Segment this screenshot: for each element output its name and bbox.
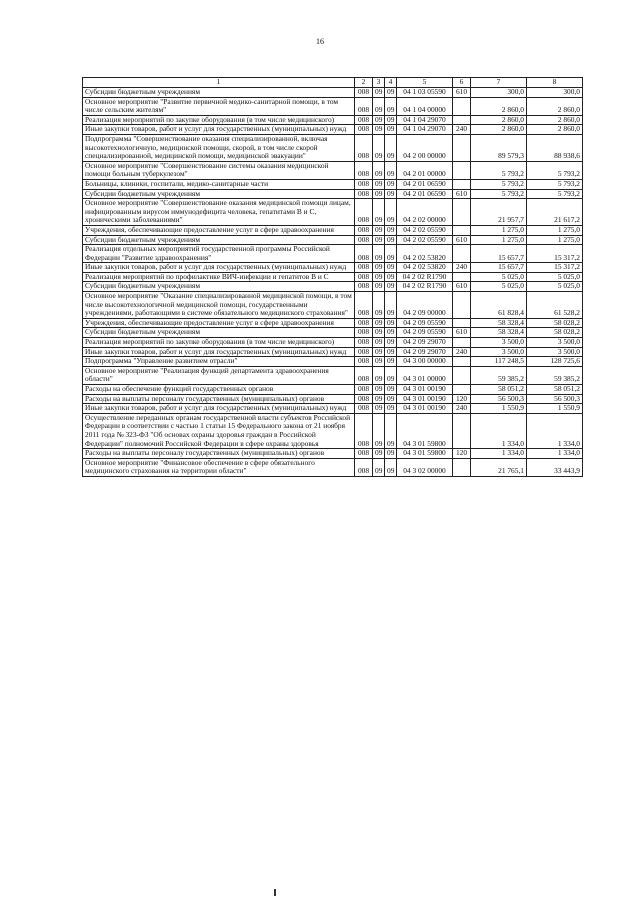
expense-type-code: 240 bbox=[453, 347, 471, 357]
expense-type-code bbox=[453, 245, 471, 263]
ministry-code: 008 bbox=[355, 394, 373, 404]
target-article-code: 04 2 09 05590 bbox=[397, 318, 453, 328]
subsection-code: 09 bbox=[385, 458, 397, 476]
ministry-code: 008 bbox=[355, 272, 373, 282]
section-code: 09 bbox=[373, 338, 385, 348]
row-name: Иные закупки товаров, работ и услуг для государственных (муниципальных) нужд bbox=[83, 263, 355, 273]
section-code: 09 bbox=[373, 179, 385, 189]
expense-type-code bbox=[453, 97, 471, 115]
target-article-code: 04 2 02 53820 bbox=[397, 263, 453, 273]
target-article-code: 04 2 09 05590 bbox=[397, 328, 453, 338]
target-article-code: 04 1 03 05590 bbox=[397, 88, 453, 98]
ministry-code: 008 bbox=[355, 161, 373, 179]
amount-year-2: 58 028,2 bbox=[527, 318, 583, 328]
table-row bbox=[83, 97, 583, 115]
expense-type-code bbox=[453, 225, 471, 235]
subsection-code: 09 bbox=[385, 125, 397, 135]
amount-year-2: 1 275,0 bbox=[527, 225, 583, 235]
subsection-code: 09 bbox=[385, 161, 397, 179]
ministry-code: 008 bbox=[355, 125, 373, 135]
amount-year-2: 300,0 bbox=[527, 88, 583, 98]
row-name: Основное мероприятие "Реализация функций департамента здравоохранения области" bbox=[83, 366, 355, 384]
amount-year-1: 2 860,0 bbox=[471, 115, 527, 125]
target-article-code: 04 3 00 00000 bbox=[397, 357, 453, 367]
row-name: Субсидии бюджетным учреждениям bbox=[83, 282, 355, 292]
ministry-code: 008 bbox=[355, 385, 373, 395]
section-code: 09 bbox=[373, 394, 385, 404]
subsection-code: 09 bbox=[385, 282, 397, 292]
section-code: 09 bbox=[373, 449, 385, 459]
amount-year-1: 5 025,0 bbox=[471, 272, 527, 282]
amount-year-2: 128 725,6 bbox=[527, 357, 583, 367]
table-row bbox=[83, 394, 583, 404]
row-name: Подпрограмма "Совершенствование оказания специализированной, включая высокотехнологичную, медицинской помощи, скорой, в том числе скорой специализированной, медицинской помощи, медицинской эвакуации" bbox=[83, 134, 355, 161]
amount-year-2: 88 938,6 bbox=[527, 134, 583, 161]
target-article-code: 04 2 02 R1790 bbox=[397, 272, 453, 282]
ministry-code: 008 bbox=[355, 179, 373, 189]
subsection-code: 09 bbox=[385, 235, 397, 245]
expense-type-code bbox=[453, 357, 471, 367]
subsection-code: 09 bbox=[385, 366, 397, 384]
section-code: 09 bbox=[373, 413, 385, 448]
subsection-code: 09 bbox=[385, 347, 397, 357]
amount-year-1: 2 860,0 bbox=[471, 125, 527, 135]
section-code: 09 bbox=[373, 404, 385, 414]
row-name: Реализация мероприятий по закупке оборудования (в том числе медицинского) bbox=[83, 338, 355, 348]
ministry-code: 008 bbox=[355, 357, 373, 367]
target-article-code: 04 2 02 05590 bbox=[397, 235, 453, 245]
subsection-code: 09 bbox=[385, 318, 397, 328]
amount-year-1: 300,0 bbox=[471, 88, 527, 98]
amount-year-2: 1 334,0 bbox=[527, 449, 583, 459]
amount-year-2: 15 317,2 bbox=[527, 245, 583, 263]
amount-year-2: 3 500,0 bbox=[527, 338, 583, 348]
section-code: 09 bbox=[373, 458, 385, 476]
subsection-code: 09 bbox=[385, 199, 397, 226]
amount-year-1: 5 025,0 bbox=[471, 282, 527, 292]
expense-type-code bbox=[453, 366, 471, 384]
subsection-code: 09 bbox=[385, 263, 397, 273]
table-row bbox=[83, 413, 583, 448]
amount-year-1: 15 657,7 bbox=[471, 263, 527, 273]
subsection-code: 09 bbox=[385, 225, 397, 235]
section-code: 09 bbox=[373, 385, 385, 395]
target-article-code: 04 2 01 06590 bbox=[397, 189, 453, 199]
target-article-code: 04 2 02 00000 bbox=[397, 199, 453, 226]
expense-type-code: 240 bbox=[453, 125, 471, 135]
target-article-code: 04 2 00 00000 bbox=[397, 134, 453, 161]
header-cell: 1 bbox=[83, 78, 355, 88]
target-article-code: 04 3 01 00190 bbox=[397, 394, 453, 404]
section-code: 09 bbox=[373, 235, 385, 245]
table-row bbox=[83, 235, 583, 245]
ministry-code: 008 bbox=[355, 318, 373, 328]
table-row bbox=[83, 179, 583, 189]
header-cell: 5 bbox=[397, 78, 453, 88]
table-row bbox=[83, 357, 583, 367]
amount-year-1: 59 385,2 bbox=[471, 366, 527, 384]
amount-year-1: 1 275,0 bbox=[471, 225, 527, 235]
row-name: Реализация отдельных мероприятий государственной программы Российской Федерации "Развитие здравоохранения" bbox=[83, 245, 355, 263]
amount-year-2: 2 860,0 bbox=[527, 97, 583, 115]
amount-year-2: 5 025,0 bbox=[527, 282, 583, 292]
row-name: Иные закупки товаров, работ и услуг для государственных (муниципальных) нужд bbox=[83, 347, 355, 357]
row-name: Учреждения, обеспечивающие предоставление услуг в сфере здравоохранения bbox=[83, 318, 355, 328]
amount-year-2: 15 317,2 bbox=[527, 263, 583, 273]
target-article-code: 04 3 01 00190 bbox=[397, 385, 453, 395]
target-article-code: 04 1 04 29070 bbox=[397, 115, 453, 125]
table-row bbox=[83, 225, 583, 235]
subsection-code: 09 bbox=[385, 328, 397, 338]
table-row bbox=[83, 458, 583, 476]
expense-type-code: 610 bbox=[453, 235, 471, 245]
row-name: Основное мероприятие "Развитие первичной медико-санитарной помощи, в том числе сельским жителям" bbox=[83, 97, 355, 115]
expense-type-code: 120 bbox=[453, 394, 471, 404]
table-row bbox=[83, 449, 583, 459]
expense-type-code bbox=[453, 413, 471, 448]
header-cell: 7 bbox=[471, 78, 527, 88]
expense-type-code bbox=[453, 292, 471, 319]
amount-year-1: 1 334,0 bbox=[471, 449, 527, 459]
subsection-code: 09 bbox=[385, 88, 397, 98]
row-name: Иные закупки товаров, работ и услуг для государственных (муниципальных) нужд bbox=[83, 404, 355, 414]
section-code: 09 bbox=[373, 134, 385, 161]
amount-year-1: 89 579,3 bbox=[471, 134, 527, 161]
expense-type-code: 240 bbox=[453, 404, 471, 414]
row-name: Субсидии бюджетным учреждениям bbox=[83, 235, 355, 245]
expense-type-code bbox=[453, 458, 471, 476]
section-code: 09 bbox=[373, 272, 385, 282]
header-cell: 2 bbox=[355, 78, 373, 88]
table-row bbox=[83, 404, 583, 414]
ministry-code: 008 bbox=[355, 328, 373, 338]
section-code: 09 bbox=[373, 88, 385, 98]
amount-year-2: 5 793,2 bbox=[527, 189, 583, 199]
ministry-code: 008 bbox=[355, 413, 373, 448]
header-cell: 8 bbox=[527, 78, 583, 88]
amount-year-1: 5 793,2 bbox=[471, 179, 527, 189]
ministry-code: 008 bbox=[355, 263, 373, 273]
table-row bbox=[83, 328, 583, 338]
budget-table bbox=[82, 77, 583, 477]
subsection-code: 09 bbox=[385, 385, 397, 395]
section-code: 09 bbox=[373, 357, 385, 367]
amount-year-1: 58 328,4 bbox=[471, 328, 527, 338]
target-article-code: 04 2 02 05590 bbox=[397, 225, 453, 235]
amount-year-1: 1 550,9 bbox=[471, 404, 527, 414]
subsection-code: 09 bbox=[385, 357, 397, 367]
ministry-code: 008 bbox=[355, 88, 373, 98]
ministry-code: 008 bbox=[355, 404, 373, 414]
amount-year-1: 58 051,2 bbox=[471, 385, 527, 395]
target-article-code: 04 2 01 06590 bbox=[397, 179, 453, 189]
row-name: Учреждения, обеспечивающие предоставление услуг в сфере здравоохранения bbox=[83, 225, 355, 235]
amount-year-2: 58 051,2 bbox=[527, 385, 583, 395]
subsection-code: 09 bbox=[385, 189, 397, 199]
row-name: Больницы, клиники, госпитали, медико-санитарные части bbox=[83, 179, 355, 189]
section-code: 09 bbox=[373, 189, 385, 199]
table-row bbox=[83, 282, 583, 292]
ministry-code: 008 bbox=[355, 347, 373, 357]
expense-type-code bbox=[453, 272, 471, 282]
row-name: Реализация мероприятий по закупке оборудования (в том числе медицинского) bbox=[83, 115, 355, 125]
expense-type-code: 120 bbox=[453, 449, 471, 459]
expense-type-code bbox=[453, 199, 471, 226]
row-name: Основное мероприятие "Оказание специализированной медицинской помощи, в том числе высокотехнологичной медицинской помощи, государственными учреждениями, работающими в системе обязательного медицинского страхования" bbox=[83, 292, 355, 319]
target-article-code: 04 1 04 00000 bbox=[397, 97, 453, 115]
row-name: Основное мероприятие "Финансовое обеспечение в сфере обязательного медицинского страхования на территории области" bbox=[83, 458, 355, 476]
section-code: 09 bbox=[373, 263, 385, 273]
table-row bbox=[83, 385, 583, 395]
row-name: Подпрограмма "Управление развитием отрасли" bbox=[83, 357, 355, 367]
amount-year-2: 56 500,3 bbox=[527, 394, 583, 404]
subsection-code: 09 bbox=[385, 413, 397, 448]
amount-year-1: 21 765,1 bbox=[471, 458, 527, 476]
ministry-code: 008 bbox=[355, 199, 373, 226]
section-code: 09 bbox=[373, 199, 385, 226]
expense-type-code: 610 bbox=[453, 282, 471, 292]
expense-type-code bbox=[453, 318, 471, 328]
table-body bbox=[83, 78, 583, 477]
table-row bbox=[83, 263, 583, 273]
amount-year-1: 5 793,2 bbox=[471, 161, 527, 179]
section-code: 09 bbox=[373, 245, 385, 263]
row-name: Субсидии бюджетным учреждениям bbox=[83, 88, 355, 98]
section-code: 09 bbox=[373, 366, 385, 384]
section-code: 09 bbox=[373, 125, 385, 135]
section-code: 09 bbox=[373, 328, 385, 338]
expense-type-code: 240 bbox=[453, 263, 471, 273]
amount-year-1: 117 248,5 bbox=[471, 357, 527, 367]
target-article-code: 04 2 02 53820 bbox=[397, 245, 453, 263]
row-name: Основное мероприятие "Совершенствование системы оказания медицинской помощи больным туберкулезом" bbox=[83, 161, 355, 179]
target-article-code: 04 2 09 29070 bbox=[397, 338, 453, 348]
ministry-code: 008 bbox=[355, 115, 373, 125]
table-row bbox=[83, 292, 583, 319]
amount-year-1: 15 657,7 bbox=[471, 245, 527, 263]
amount-year-2: 3 500,0 bbox=[527, 347, 583, 357]
table-row bbox=[83, 125, 583, 135]
subsection-code: 09 bbox=[385, 245, 397, 263]
table-row bbox=[83, 245, 583, 263]
expense-type-code bbox=[453, 338, 471, 348]
table-row bbox=[83, 134, 583, 161]
table-row bbox=[83, 366, 583, 384]
expense-type-code: 610 bbox=[453, 328, 471, 338]
amount-year-1: 21 957,7 bbox=[471, 199, 527, 226]
ministry-code: 008 bbox=[355, 449, 373, 459]
ministry-code: 008 bbox=[355, 245, 373, 263]
target-article-code: 04 2 09 29070 bbox=[397, 347, 453, 357]
table-row bbox=[83, 189, 583, 199]
table-row bbox=[83, 161, 583, 179]
amount-year-2: 1 334,0 bbox=[527, 413, 583, 448]
subsection-code: 09 bbox=[385, 134, 397, 161]
row-name: Расходы на выплаты персоналу государственных (муниципальных) органов bbox=[83, 394, 355, 404]
expense-type-code bbox=[453, 179, 471, 189]
row-name: Субсидии бюджетным учреждениям bbox=[83, 189, 355, 199]
amount-year-2: 59 385,2 bbox=[527, 366, 583, 384]
ministry-code: 008 bbox=[355, 225, 373, 235]
target-article-code: 04 3 01 00190 bbox=[397, 404, 453, 414]
amount-year-1: 1 334,0 bbox=[471, 413, 527, 448]
ministry-code: 008 bbox=[355, 282, 373, 292]
section-code: 09 bbox=[373, 292, 385, 319]
amount-year-2: 1 275,0 bbox=[527, 235, 583, 245]
table-row bbox=[83, 347, 583, 357]
amount-year-1: 61 828,4 bbox=[471, 292, 527, 319]
amount-year-2: 5 025,0 bbox=[527, 272, 583, 282]
section-code: 09 bbox=[373, 97, 385, 115]
section-code: 09 bbox=[373, 161, 385, 179]
ministry-code: 008 bbox=[355, 338, 373, 348]
amount-year-2: 61 528,2 bbox=[527, 292, 583, 319]
section-code: 09 bbox=[373, 282, 385, 292]
expense-type-code bbox=[453, 134, 471, 161]
amount-year-1: 3 500,0 bbox=[471, 338, 527, 348]
expense-type-code bbox=[453, 385, 471, 395]
bottom-mark bbox=[274, 889, 276, 896]
amount-year-1: 3 500,0 bbox=[471, 347, 527, 357]
table-header-row bbox=[83, 78, 583, 88]
amount-year-2: 2 860,0 bbox=[527, 125, 583, 135]
ministry-code: 008 bbox=[355, 134, 373, 161]
header-cell: 4 bbox=[385, 78, 397, 88]
subsection-code: 09 bbox=[385, 292, 397, 319]
row-name: Расходы на обеспечение функций государственных органов bbox=[83, 385, 355, 395]
target-article-code: 04 3 02 00000 bbox=[397, 458, 453, 476]
subsection-code: 09 bbox=[385, 179, 397, 189]
subsection-code: 09 bbox=[385, 404, 397, 414]
subsection-code: 09 bbox=[385, 449, 397, 459]
amount-year-1: 5 793,2 bbox=[471, 189, 527, 199]
table-row bbox=[83, 88, 583, 98]
target-article-code: 04 3 01 59800 bbox=[397, 449, 453, 459]
subsection-code: 09 bbox=[385, 338, 397, 348]
table-row bbox=[83, 318, 583, 328]
row-name: Осуществление переданных органам государственной власти субъектов Российской Федерации в соответствии с частью 1 статьи 15 Федерального закона от 21 ноября 2011 года № 323-ФЗ "Об основах охраны здоровья граждан в Российской Федерации" полномочий Российской Федерации в сфере охраны здоровья bbox=[83, 413, 355, 448]
target-article-code: 04 2 02 R1790 bbox=[397, 282, 453, 292]
row-name: Реализация мероприятий по профилактике ВИЧ-инфекции и гепатитов В и С bbox=[83, 272, 355, 282]
amount-year-1: 2 860,0 bbox=[471, 97, 527, 115]
row-name: Основное мероприятие "Совершенствование оказания медицинской помощи лицам, инфицированным вирусом иммунодефицита человека, гепатитами В и С, хроническими заболеваниями" bbox=[83, 199, 355, 226]
page-number: 16 bbox=[316, 37, 324, 46]
ministry-code: 008 bbox=[355, 189, 373, 199]
amount-year-2: 2 860,0 bbox=[527, 115, 583, 125]
amount-year-2: 1 550,9 bbox=[527, 404, 583, 414]
expense-type-code: 610 bbox=[453, 189, 471, 199]
expense-type-code bbox=[453, 161, 471, 179]
amount-year-2: 33 443,9 bbox=[527, 458, 583, 476]
section-code: 09 bbox=[373, 225, 385, 235]
target-article-code: 04 3 01 00000 bbox=[397, 366, 453, 384]
expense-type-code bbox=[453, 115, 471, 125]
row-name: Расходы на выплаты персоналу государственных (муниципальных) органов bbox=[83, 449, 355, 459]
ministry-code: 008 bbox=[355, 458, 373, 476]
section-code: 09 bbox=[373, 318, 385, 328]
subsection-code: 09 bbox=[385, 97, 397, 115]
row-name: Иные закупки товаров, работ и услуг для государственных (муниципальных) нужд bbox=[83, 125, 355, 135]
section-code: 09 bbox=[373, 115, 385, 125]
ministry-code: 008 bbox=[355, 97, 373, 115]
amount-year-2: 5 793,2 bbox=[527, 179, 583, 189]
amount-year-1: 56 500,3 bbox=[471, 394, 527, 404]
header-cell: 6 bbox=[453, 78, 471, 88]
ministry-code: 008 bbox=[355, 366, 373, 384]
target-article-code: 04 2 09 00000 bbox=[397, 292, 453, 319]
subsection-code: 09 bbox=[385, 272, 397, 282]
table-row bbox=[83, 115, 583, 125]
header-cell: 3 bbox=[373, 78, 385, 88]
ministry-code: 008 bbox=[355, 235, 373, 245]
amount-year-2: 58 028,2 bbox=[527, 328, 583, 338]
ministry-code: 008 bbox=[355, 292, 373, 319]
table-row bbox=[83, 272, 583, 282]
section-code: 09 bbox=[373, 347, 385, 357]
table-row bbox=[83, 199, 583, 226]
table-row bbox=[83, 338, 583, 348]
amount-year-2: 21 617,2 bbox=[527, 199, 583, 226]
subsection-code: 09 bbox=[385, 394, 397, 404]
target-article-code: 04 2 01 00000 bbox=[397, 161, 453, 179]
amount-year-2: 5 793,2 bbox=[527, 161, 583, 179]
target-article-code: 04 3 01 59800 bbox=[397, 413, 453, 448]
target-article-code: 04 1 04 29070 bbox=[397, 125, 453, 135]
expense-type-code: 610 bbox=[453, 88, 471, 98]
amount-year-1: 1 275,0 bbox=[471, 235, 527, 245]
subsection-code: 09 bbox=[385, 115, 397, 125]
row-name: Субсидии бюджетным учреждениям bbox=[83, 328, 355, 338]
amount-year-1: 58 328,4 bbox=[471, 318, 527, 328]
